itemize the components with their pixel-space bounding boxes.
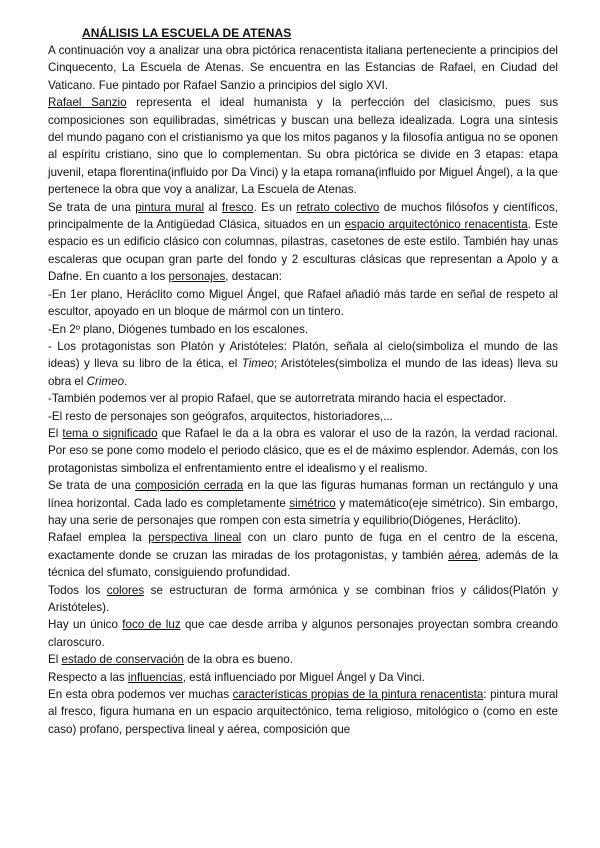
text-run: Se trata de una (48, 200, 136, 214)
underlined-term: Rafael Sanzio (48, 96, 127, 110)
underlined-term: estado de conservación (61, 653, 184, 667)
underlined-term: influencias (127, 670, 183, 684)
paragraph (48, 425, 558, 477)
paragraph (48, 582, 558, 617)
underlined-term: personajes (168, 270, 226, 284)
text-run: de muchos filósofos y científicos, principalmente de la Antigüedad Clásica, situados en un (48, 200, 558, 232)
paragraph (48, 338, 558, 390)
underlined-term: perspectiva lineal (148, 531, 242, 545)
text-run: A continuación voy a analizar una obra pictórica renacentista italiana perteneciente a principios del Cinquecento, La Escuela de Atenas. Se encuentra en las Estancias de Rafael, en Ciudad del Vaticano. Fue pintado por Rafael Sanzio a principios del siglo XVI. (48, 44, 558, 92)
text-run: Todos los (48, 583, 107, 597)
underlined-term: espacio arquitectónico renacentista (344, 218, 528, 232)
text-run: -También podemos ver al propio Rafael, que se autorretrata mirando hacia el espectador. (48, 392, 507, 406)
text-run: -En 2º plano, Diógenes tumbado en los escalones. (48, 322, 309, 336)
text-run: representa el ideal humanista y la perfección del clasicismo, pues sus composiciones son equilibradas, simétricas y buscan una belleza idealizada. Logra una síntesis del mundo pagano con el cristianismo ya que los mitos paganos y la filosofía antigua no se oponen al espíritu cristiano, sino que lo complementan. Su obra pictórica se divide en 3 etapas: etapa juvenil, etapa florentina(influido por Da Vinci) y la etapa romana(influido por Miguel Ángel), a la que pertenece la obra que voy a analizar, La Escuela de Atenas. (48, 96, 558, 197)
underlined-term: composición cerrada (135, 479, 244, 493)
text-run: El (48, 426, 63, 440)
paragraph (48, 651, 558, 668)
text-run: . (124, 374, 128, 388)
paragraph (48, 616, 558, 651)
italic-title: Timeo (241, 357, 274, 371)
text-run: Hay un único (48, 618, 123, 632)
text-run: El (48, 653, 62, 667)
text-run: Respecto a las (48, 670, 128, 684)
paragraph (48, 686, 558, 738)
text-run: . Este espacio es un edificio clásico con columnas, pilastras, casetones de este estilo. También hay unas escaleras que ocupan gran parte del fondo y 2 esculturas clásicas que representan a Apolo y a Dafne. En cuanto a los (48, 218, 558, 284)
document-body (48, 42, 558, 738)
paragraph (48, 408, 558, 425)
text-run: en la que las figuras humanas forman un rectángulo y una línea horizontal. Cada lado es completamente (48, 479, 558, 510)
underlined-term: fresco (221, 200, 254, 214)
underlined-term: retrato colectivo (296, 200, 380, 214)
text-run: que Rafael le da a la obra es valorar el uso de la razón, la verdad racional. Por eso se pone como modelo el periodo clásico, que es el de máximo esplendor. Además, con los protagonistas simboliza el enfrentamiento entre el idealismo y el realismo. (48, 426, 559, 475)
underlined-term: aérea (448, 548, 478, 562)
underlined-term: foco de luz (122, 618, 181, 632)
paragraph (48, 199, 558, 286)
underlined-term: características propias de la pintura renacentista (232, 688, 484, 702)
text-run: - Los protagonistas son Platón y Aristóteles: Platón, señala al cielo(simboliza el mundo de las ideas) y lleva su libro de la ética, el (48, 339, 558, 371)
paragraph (48, 390, 558, 407)
paragraph (48, 321, 558, 338)
paragraph (48, 529, 558, 581)
paragraph (48, 477, 558, 529)
underlined-term: colores (106, 583, 145, 597)
document-title: ANÁLISIS LA ESCUELA DE ATENAS (82, 26, 292, 40)
text-run: . Es un (253, 200, 297, 214)
text-run: ; Aristóteles(simboliza el mundo de las ideas) lleva su obra el (48, 357, 559, 388)
underlined-term: pintura mural (135, 200, 205, 214)
underlined-term: tema o significado (62, 426, 158, 440)
paragraph (48, 286, 558, 321)
text-run: , además de la técnica del sfumato, consiguiendo profundidad. (48, 548, 558, 580)
text-run: En esta obra podemos ver muchas (48, 688, 233, 702)
text-run: : pintura mural al fresco, figura humana en un espacio arquitectónico, tema religioso, mitológico o (como en este caso) profano, perspectiva lineal y aérea, composición que (48, 688, 558, 736)
text-run: Rafael emplea la (48, 531, 149, 545)
text-run: se estructuran de forma armónica y se combinan fríos y cálidos(Platón y Aristóteles). (48, 583, 558, 614)
text-run: y matemático(eje simétrico). Sin embargo, hay una serie de personajes que rompen con esta simetría y equilibrio(Diógenes, Heráclito). (48, 496, 559, 527)
paragraph (48, 94, 558, 198)
text-run: con un claro punto de fuga en el centro de la escena, exactamente donde se cruzan las miradas de los protagonistas, y también (48, 531, 558, 562)
underlined-term: simétrico (289, 496, 336, 510)
text-run: que cae desde arriba y algunos personajes proyectan sombra creando claroscuro. (48, 618, 558, 649)
text-run: al (204, 200, 222, 214)
paragraph (48, 669, 558, 686)
text-run: -El resto de personajes son geógrafos, arquitectos, historiadores,... (48, 409, 393, 423)
italic-title: Crimeo (86, 374, 125, 388)
text-run: -En 1er plano, Heráclito como Miguel Ángel, que Rafael añadió más tarde en señal de respeto al escultor, apoyado en un bloque de mármol con un tintero. (48, 287, 558, 319)
paragraph (48, 42, 558, 94)
text-run: de la obra es bueno. (184, 653, 293, 667)
text-run: Se trata de una (48, 479, 136, 493)
text-run: , está influenciado por Miguel Ángel y Da Vinci. (182, 670, 425, 684)
text-run: , destacan: (225, 270, 282, 284)
